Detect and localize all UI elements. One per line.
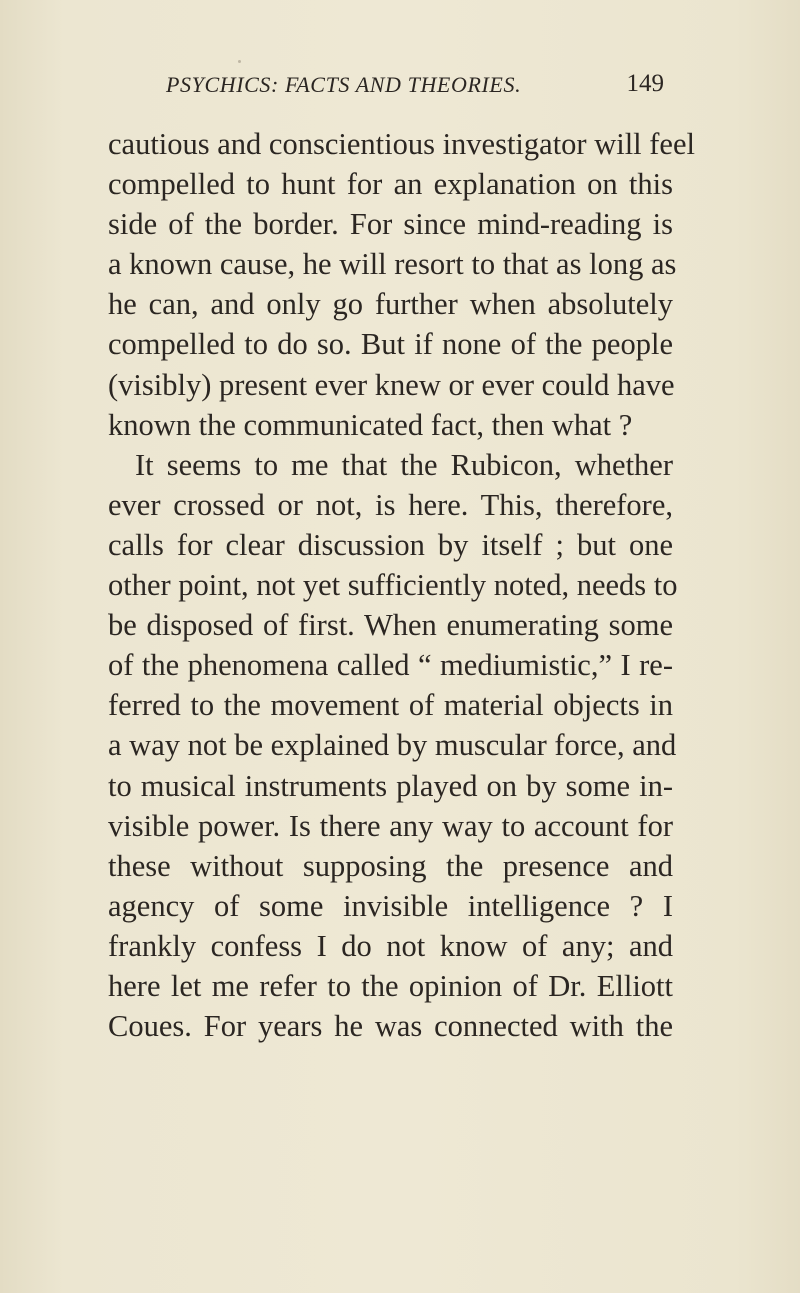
text-line: he can, and only go further when absolutely [108, 287, 673, 322]
text-line: other point, not yet sufficiently noted, needs to [108, 568, 678, 603]
text-line: here let me refer to the opinion of Dr. Elliott [108, 968, 673, 1003]
text-line: be disposed of first. When enumerating some [108, 608, 673, 643]
text-line: a way not be explained by muscular force, and [108, 728, 677, 763]
text-line: compelled to do so. But if none of the people [108, 327, 673, 362]
text-line: of the phenomena called “ mediumistic,” I re- [108, 648, 673, 683]
text-line: ever crossed or not, is here. This, therefore, [108, 487, 673, 522]
body-text [108, 124, 695, 1046]
text-line: calls for clear discussion by itself ; but one [108, 527, 673, 562]
text-line: compelled to hunt for an explanation on this [108, 167, 673, 202]
text-line: frankly confess I do not know of any; and [108, 928, 673, 963]
text-line: visible power. Is there any way to account for [108, 808, 673, 843]
text-line: agency of some invisible intelligence ? I [108, 888, 673, 923]
text-line: Coues. For years he was connected with the [108, 1009, 673, 1044]
running-title: PSYCHICS: FACTS AND THEORIES. [166, 72, 522, 97]
text-line: a known cause, he will resort to that as long as [108, 247, 677, 282]
text-line: these without supposing the presence and [108, 848, 673, 883]
text-line: to musical instruments played on by some in- [108, 768, 673, 803]
page-header [166, 60, 664, 110]
text-line: (visibly) present ever knew or ever could have [108, 367, 675, 402]
page-number: 149 [626, 70, 664, 97]
text-line: side of the border. For since mind-reading is [108, 207, 673, 242]
paragraph-end-line: known the communicated fact, then what ? [108, 407, 633, 442]
text-line: ferred to the movement of material objects in [108, 688, 673, 723]
paragraph-start-line: It seems to me that the Rubicon, whether [135, 447, 673, 482]
text-line: cautious and conscientious investigator will feel [108, 127, 695, 161]
